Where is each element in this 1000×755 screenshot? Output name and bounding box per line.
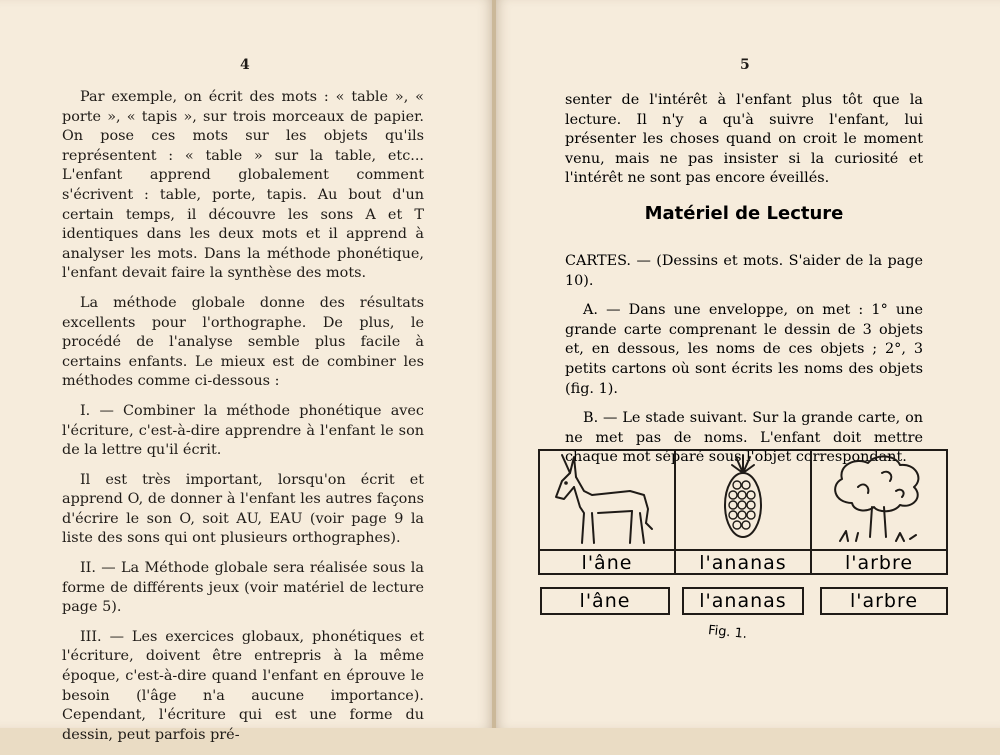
page-number-right: 5 (740, 57, 750, 73)
left-page (0, 0, 492, 743)
word-card: l'âne (540, 587, 670, 615)
cell-tree (812, 451, 946, 573)
section-heading: Matériel de Lecture (644, 203, 844, 224)
cell-pineapple (676, 451, 812, 573)
word-card: l'arbre (820, 587, 948, 615)
donkey-drawing (540, 451, 674, 551)
cell-donkey (540, 451, 676, 573)
tree-drawing (812, 451, 946, 551)
donkey-icon (540, 451, 674, 547)
continuation-paragraph: senter de l'intérêt à l'enfant plus tôt que la lecture. Il n'y a qu'à suivre l'enfant, lui présenter les choses quand on croit le moment venu, mais ne pas insister si la curiosité et l'intérêt ne sont pas encore éveillés. (565, 92, 923, 187)
paragraph: II. — La Méthode globale sera réalisée sous la forme de différents jeux (voir matériel de lecture page 5). (62, 560, 424, 616)
paragraph: Par exemple, on écrit des mots : « table », « porte », « tapis », sur trois morceaux de papier. On pose ces mots sur les objets qu'ils représentent : « table » sur la table, etc... L'enfant apprend globalement comment s'écrivent : table, porte, tapis. Au bout d'un certain temps, il découvre les sons A et T identiques dans les deux mots et il apprend à analyser les mots. Dans la méthode phonétique, l'enfant devait faire la synthèse des mots. (62, 89, 424, 282)
word-label: l'ananas (699, 552, 787, 574)
word-card: l'ananas (682, 587, 804, 615)
right-page-text-lower (565, 252, 923, 478)
pineapple-drawing (676, 451, 810, 551)
paragraph: Il est très important, lorsqu'on écrit et apprend O, de donner à l'enfant les autres façons d'écrire le son O, soit AU, EAU (voir page 9 la liste des sons qui ont plusieurs orthographes). (62, 471, 424, 547)
picture-card (538, 449, 948, 575)
cartes-line: CARTES. — (Dessins et mots. S'aider de la page 10). (565, 253, 923, 289)
page-number-left: 4 (240, 57, 250, 73)
paragraph-b: B. — Le stade suivant. Sur la grande carte, on ne met pas de noms. L'enfant doit mettre chaque mot séparé sous l'objet correspondant. (565, 410, 923, 466)
right-page-text (565, 91, 923, 199)
paragraph: I. — Combiner la méthode phonétique avec l'écriture, c'est-à-dire apprendre à l'enfant le son de la lettre qu'il écrit. (62, 402, 424, 459)
pineapple-icon (676, 451, 810, 547)
word-label: l'âne (581, 552, 633, 574)
left-page-text (62, 88, 424, 755)
paragraph: III. — Les exercices globaux, phonétiques et l'écriture, doivent être entrepris à la même époque, c'est-à-dire quand l'enfant en éprouve le besoin (l'âge n'a aucune importance). Cependant, l'écriture qui est une forme du dessin, peut parfois pré- (62, 628, 424, 743)
word-cards (540, 587, 950, 617)
word-label: l'arbre (844, 552, 914, 574)
tree-icon (812, 451, 946, 547)
paragraph: La méthode globale donne des résultats excellents pour l'orthographe. De plus, le procédé de l'analyse semble plus facile à certains enfants. Le mieux est de combiner les méthodes comme ci-dessous : (62, 294, 424, 390)
paragraph-a: A. — Dans une enveloppe, on met : 1° une grande carte comprenant le dessin de 3 objets et, en dessous, les noms de ces objets ; 2°, 3 petits cartons où sont écrits les noms des objets (fig. 1). (565, 302, 923, 397)
figure-caption: Fig. 1. (707, 622, 748, 643)
